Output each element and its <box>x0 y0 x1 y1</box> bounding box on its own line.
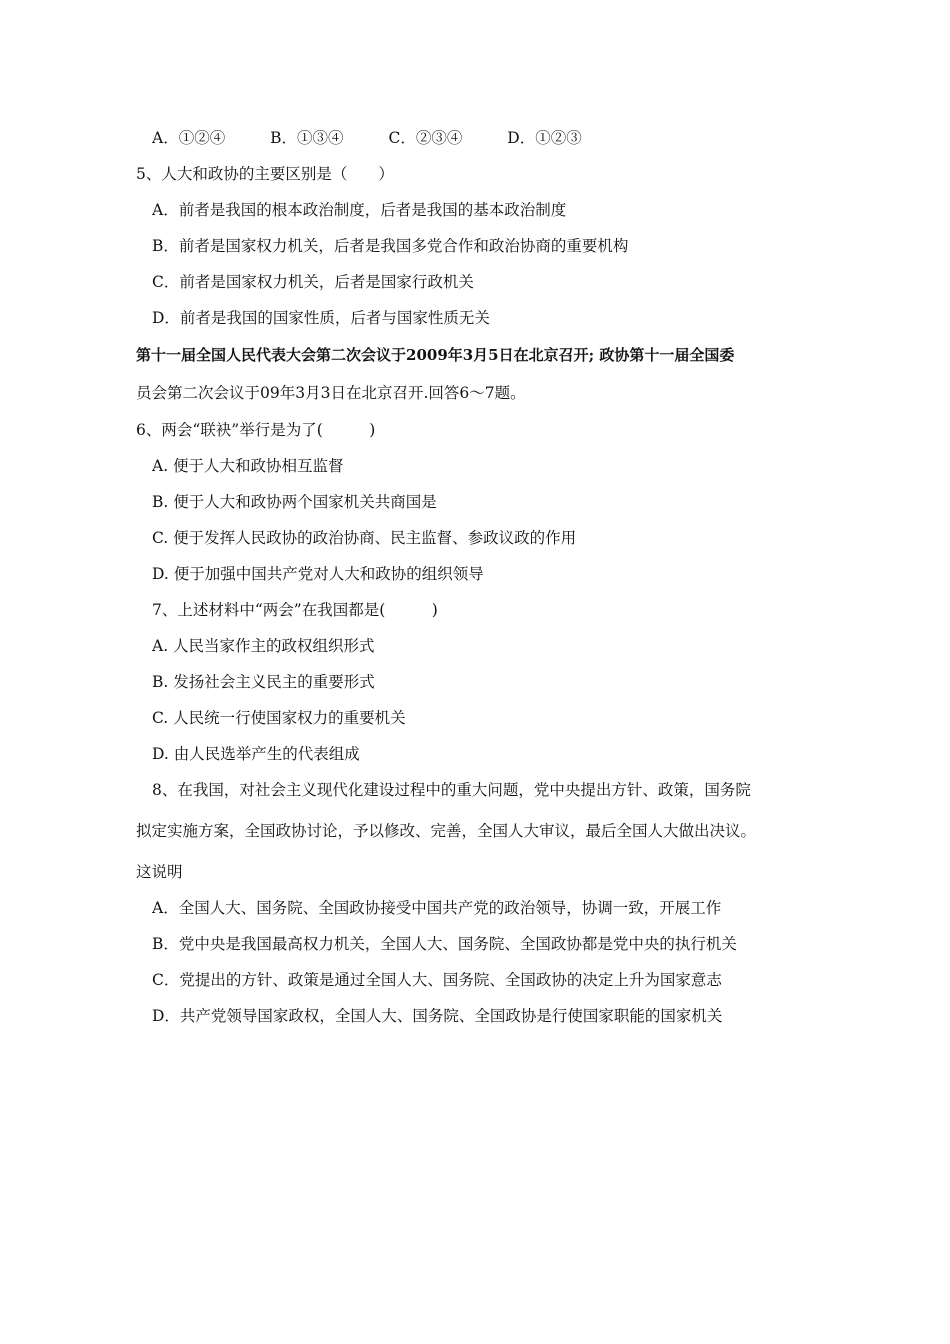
q5-option-a[interactable]: A．前者是我国的根本政治制度，后者是我国的基本政治制度 <box>152 201 567 219</box>
q8-stem-line-2: 拟定实施方案，全国政协讨论，予以修改、完善，全国人大审议，最后全国人大做出决议。 <box>136 822 757 840</box>
q5-option-c[interactable]: C．前者是国家权力机关，后者是国家行政机关 <box>152 273 474 291</box>
q4-option-c[interactable]: C．②③④ <box>388 129 463 147</box>
material-line-2: 员会第二次会议于09年3月3日在北京召开.回答6～7题。 <box>136 384 526 402</box>
q6-stem: 6、两会“联袂”举行是为了( ) <box>136 421 376 439</box>
q8-stem-line-1: 8、在我国，对社会主义现代化建设过程中的重大问题，党中央提出方针、政策，国务院 <box>152 781 751 799</box>
q4-options <box>152 128 622 148</box>
q7-option-d[interactable]: D. 由人民选举产生的代表组成 <box>152 745 360 763</box>
q8-option-c[interactable]: C．党提出的方针、政策是通过全国人大、国务院、全国政协的决定上升为国家意志 <box>152 971 722 989</box>
q7-option-a[interactable]: A. 人民当家作主的政权组织形式 <box>152 637 375 655</box>
q6-option-a[interactable]: A. 便于人大和政协相互监督 <box>152 457 344 475</box>
q6-option-c[interactable]: C. 便于发挥人民政协的政治协商、民主监督、参政议政的作用 <box>152 529 577 547</box>
q8-option-b[interactable]: B．党中央是我国最高权力机关，全国人大、国务院、全国政协都是党中央的执行机关 <box>152 935 737 953</box>
q7-stem: 7、上述材料中“两会”在我国都是( ) <box>152 601 438 619</box>
q8-option-a[interactable]: A．全国人大、国务院、全国政协接受中国共产党的政治领导，协调一致，开展工作 <box>152 899 722 917</box>
q7-option-c[interactable]: C. 人民统一行使国家权力的重要机关 <box>152 709 406 727</box>
q5-option-d[interactable]: D．前者是我国的国家性质，后者与国家性质无关 <box>152 309 490 327</box>
q4-option-d[interactable]: D．①②③ <box>507 129 582 147</box>
q4-option-b[interactable]: B．①③④ <box>270 129 344 147</box>
q6-option-d[interactable]: D. 便于加强中国共产党对人大和政协的组织领导 <box>152 565 484 583</box>
q7-option-b[interactable]: B. 发扬社会主义民主的重要形式 <box>152 673 375 691</box>
q8-stem-line-3: 这说明 <box>136 863 183 881</box>
q5-option-b[interactable]: B．前者是国家权力机关，后者是我国多党合作和政治协商的重要机构 <box>152 237 629 255</box>
q8-option-d[interactable]: D．共产党领导国家政权，全国人大、国务院、全国政协是行使国家职能的国家机关 <box>152 1007 723 1025</box>
q5-stem: 5、人大和政协的主要区别是（ ） <box>136 165 394 183</box>
material-line-1: 第十一届全国人民代表大会第二次会议于2009年3月5日在北京召开; 政协第十一届全国委 <box>136 346 735 364</box>
q4-option-a[interactable]: A．①②④ <box>152 129 226 147</box>
q6-option-b[interactable]: B. 便于人大和政协两个国家机关共商国是 <box>152 493 437 511</box>
